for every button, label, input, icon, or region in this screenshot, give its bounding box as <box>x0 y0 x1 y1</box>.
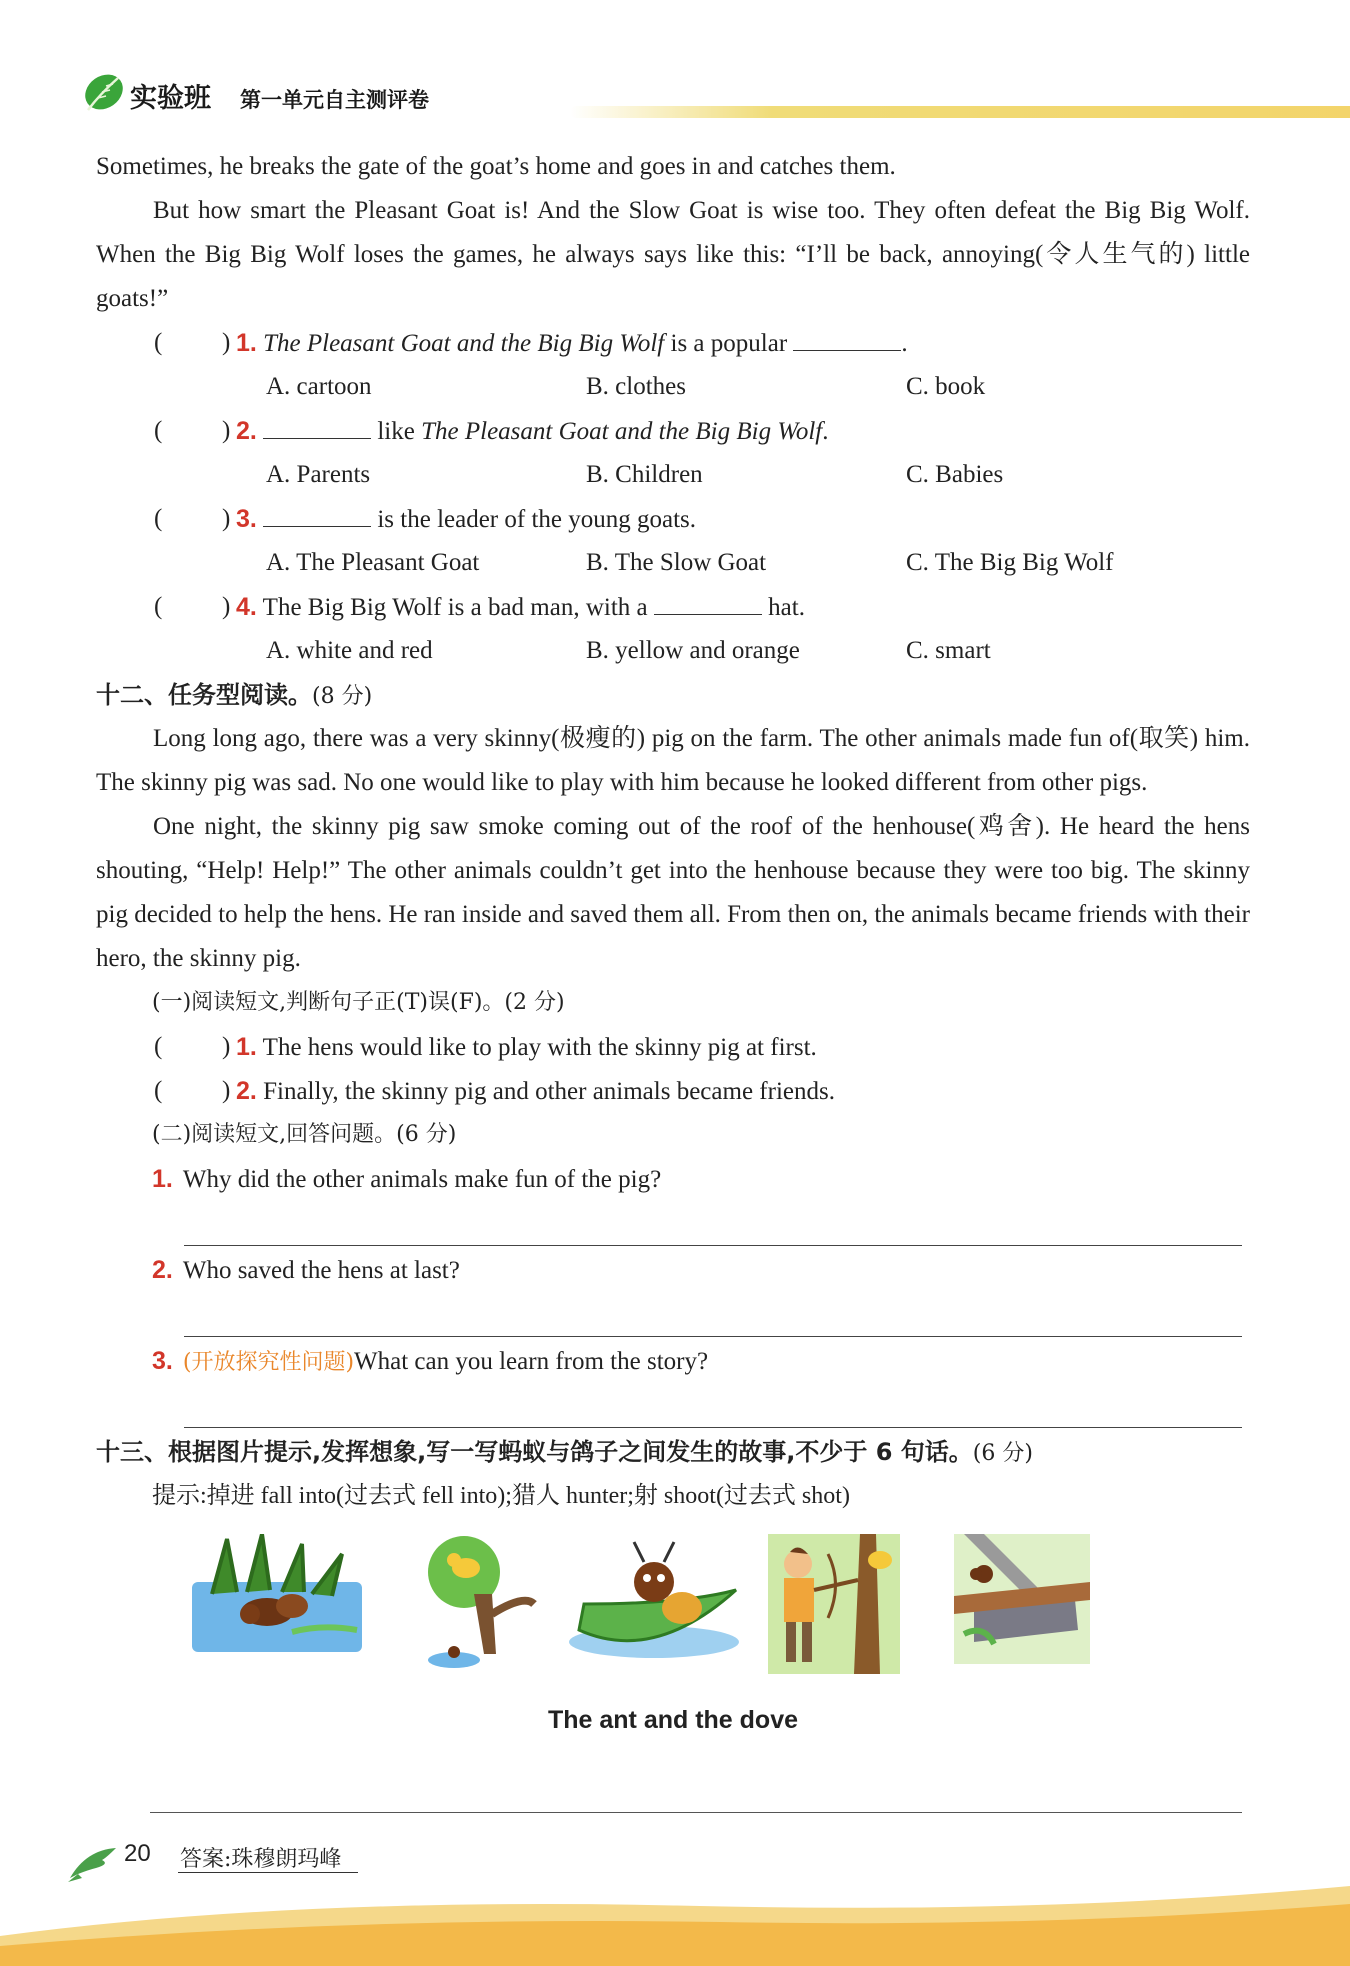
answer-paren-open: ( <box>154 417 163 444</box>
passage-paragraph: But how smart the Pleasant Goat is! And the Slow Goat is wise too. They often defeat the Big Big Wolf. When the Big Big Wolf loses the games, he always says like this: “I’ll be back, annoying(令人生气的) little goats!” <box>96 197 1250 312</box>
dove-in-tree-picture <box>414 1534 538 1674</box>
ant-biting-foot-picture <box>954 1534 1090 1664</box>
true-false-row <box>96 1069 1250 1113</box>
answer-paren-close: ) <box>222 1033 231 1060</box>
options-row <box>96 453 1250 497</box>
options-row <box>96 541 1250 585</box>
section-score: (6 分) <box>972 1441 1033 1466</box>
option-c[interactable]: C. smart <box>906 637 991 664</box>
fill-blank[interactable] <box>654 592 762 615</box>
option-b[interactable]: B. clothes <box>586 373 686 400</box>
question-number: 2. <box>152 1256 173 1284</box>
question-number: 1. <box>236 329 257 357</box>
question-end: hat. <box>761 594 805 621</box>
ant-on-leaf-picture <box>564 1534 744 1664</box>
part-2-heading: (二)阅读短文,回答问题。(6 分) <box>152 1122 457 1147</box>
tf-text: Finally, the skinny pig and other animals became friends. <box>263 1078 835 1105</box>
question-italic-title: The Pleasant Goat and the Big Big Wolf <box>263 330 665 357</box>
option-b[interactable]: B. The Slow Goat <box>586 549 767 576</box>
question-number: 2. <box>236 417 257 445</box>
open-question <box>96 1157 1250 1201</box>
answer-paren-open: ( <box>154 593 163 620</box>
part-1-heading: (一)阅读短文,判断句子正(T)误(F)。(2 分) <box>152 990 565 1015</box>
hunter-and-dove-picture <box>768 1534 900 1674</box>
brand-title: 实验班 <box>130 83 211 114</box>
section-title: 十二、任务型阅读。 <box>96 681 312 709</box>
question-italic-title: The Pleasant Goat and the Big Big Wolf <box>421 418 823 445</box>
fill-blank[interactable] <box>793 328 901 351</box>
option-a[interactable]: A. The Pleasant Goat <box>266 549 480 576</box>
question-row <box>96 409 1250 453</box>
fill-blank[interactable] <box>263 504 371 527</box>
answer-underline <box>178 1872 358 1873</box>
question-text: Why did the other animals make fun of the pig? <box>182 1166 662 1193</box>
question-stem <box>236 497 696 542</box>
option-a[interactable]: A. cartoon <box>266 373 372 400</box>
question-row <box>96 585 1250 629</box>
question-number: 2. <box>236 1077 257 1105</box>
option-c[interactable]: C. Babies <box>906 461 1004 488</box>
page-header <box>80 70 1300 130</box>
question-stem <box>236 409 829 454</box>
question-text: is a popular <box>664 330 794 357</box>
question-row <box>96 497 1250 541</box>
answer-paren-open: ( <box>154 1033 163 1060</box>
open-question-hint: (开放探究性问题) <box>182 1350 355 1375</box>
answer-paren-open: ( <box>154 329 163 356</box>
question-text: What can you learn from the story? <box>354 1348 709 1375</box>
tf-statement <box>236 1025 817 1070</box>
footer-wave-decoration <box>0 1876 1350 1966</box>
answer-paren-close: ) <box>222 505 231 532</box>
answer-paren-close: ) <box>222 593 231 620</box>
option-b[interactable]: B. yellow and orange <box>586 637 800 664</box>
question-number: 1. <box>152 1165 173 1193</box>
answer-paren-close: ) <box>222 417 231 444</box>
question-number: 3. <box>152 1347 173 1375</box>
section-score: (8 分) <box>312 684 373 709</box>
section-title: 十三、根据图片提示,发挥想象,写一写蚂蚁与鸽子之间发生的故事,不少于 6 句话。 <box>96 1438 973 1466</box>
question-text: like <box>371 418 422 445</box>
passage-line: Sometimes, he breaks the gate of the goat’s home and goes in and catches them. <box>96 153 896 180</box>
open-question <box>96 1339 1250 1383</box>
story-pictures <box>96 1534 1250 1684</box>
story-title: The ant and the dove <box>547 1706 799 1734</box>
section-13-heading <box>96 1430 1250 1474</box>
question-number: 1. <box>236 1033 257 1061</box>
answer-line[interactable] <box>184 1292 1242 1337</box>
main-content <box>96 145 1250 1742</box>
tf-text: The hens would like to play with the skinny pig at first. <box>262 1034 817 1061</box>
options-row <box>96 365 1250 409</box>
answer-line[interactable] <box>184 1201 1242 1246</box>
tf-statement <box>236 1069 835 1114</box>
question-number: 3. <box>236 505 257 533</box>
true-false-row <box>96 1025 1250 1069</box>
page-footer <box>60 1836 1350 1966</box>
question-text: Who saved the hens at last? <box>182 1257 460 1284</box>
answer-key: 答案:珠穆朗玛峰 <box>180 1847 342 1872</box>
option-a[interactable]: A. Parents <box>266 461 371 488</box>
options-row <box>96 629 1250 673</box>
question-end: . <box>901 330 908 357</box>
open-question <box>96 1248 1250 1292</box>
question-text: is the leader of the young goats. <box>371 506 697 533</box>
answer-paren-close: ) <box>222 1077 231 1104</box>
option-b[interactable]: B. Children <box>586 461 703 488</box>
ant-in-water-picture <box>192 1534 362 1664</box>
header-decoration-bar <box>570 106 1350 118</box>
section-12-heading <box>96 673 1250 717</box>
question-stem <box>236 585 805 630</box>
fill-blank[interactable] <box>263 416 371 439</box>
reading-paragraph: One night, the skinny pig saw smoke coming out of the roof of the henhouse(鸡舍). He heard the hens shouting, “Help! Help!” The other animals couldn’t get into the henhouse because they were too big. The skinny pig decided to help the hens. He ran inside and saved them all. From then on, the animals became friends with their hero, the skinny pig. <box>96 813 1250 972</box>
question-stem <box>236 321 908 366</box>
reading-paragraph: Long long ago, there was a very skinny(极瘦的) pig on the farm. The other animals made fun of(取笑) him. The skinny pig was sad. No one would like to play with him because he looked different from other pigs. <box>96 725 1250 796</box>
option-c[interactable]: C. The Big Big Wolf <box>906 549 1114 576</box>
page-number: 20 <box>124 1840 151 1867</box>
option-a[interactable]: A. white and red <box>266 637 433 664</box>
test-title: 第一单元自主测评卷 <box>240 88 429 112</box>
answer-paren-close: ) <box>222 329 231 356</box>
answer-paren-open: ( <box>154 505 163 532</box>
question-row <box>96 321 1250 365</box>
answer-line[interactable] <box>184 1383 1242 1428</box>
writing-line[interactable] <box>150 1812 1242 1813</box>
writing-tip: 提示:掉进 fall into(过去式 fell into);猎人 hunter;射 shoot(过去式 shot) <box>152 1483 850 1509</box>
leaf-logo-icon <box>80 70 126 116</box>
question-text: The Big Big Wolf is a bad man, with a <box>262 594 654 621</box>
answer-paren-open: ( <box>154 1077 163 1104</box>
question-end: . <box>822 418 829 445</box>
option-c[interactable]: C. book <box>906 373 986 400</box>
question-number: 4. <box>236 593 257 621</box>
